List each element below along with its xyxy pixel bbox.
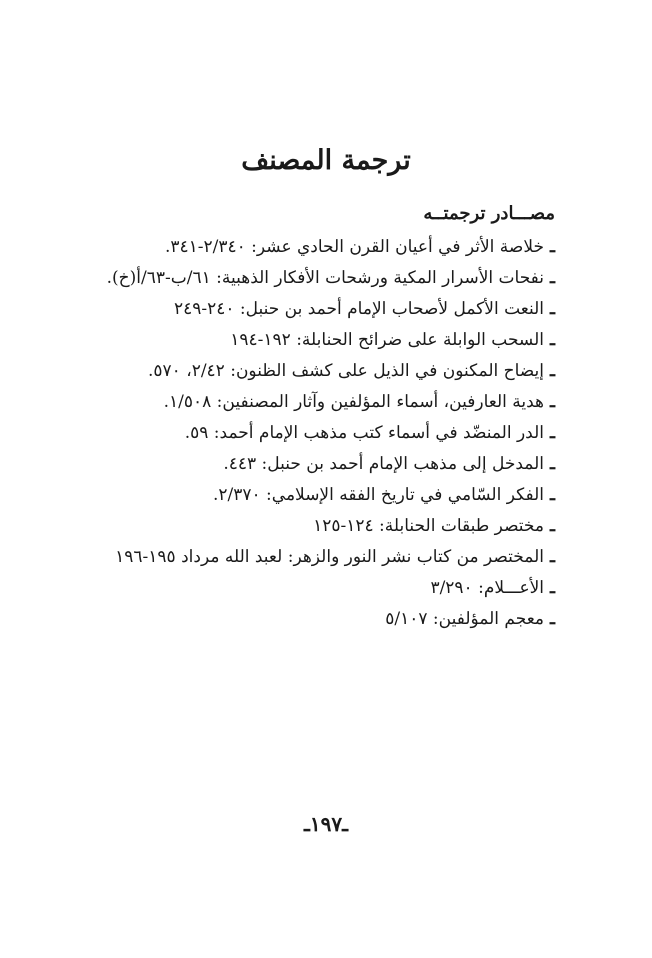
page-number: ـ١٩٧ـ <box>304 812 348 836</box>
section-heading: مصـــادر ترجمتــه <box>423 203 555 224</box>
list-dash: ـ <box>550 454 555 474</box>
list-item <box>35 418 555 449</box>
source-text: الفكر السّامي في تاريخ الفقه الإسلامي: ٢/٣٧٠. <box>212 485 545 505</box>
list-item <box>35 573 555 604</box>
list-dash: ـ <box>550 423 555 443</box>
list-dash: ـ <box>550 330 555 350</box>
source-text: الدر المنضّد في أسماء كتب مذهب الإمام أحمد: ٥٩. <box>184 423 545 443</box>
list-dash: ـ <box>550 547 555 567</box>
source-text: النعت الأكمل لأصحاب الإمام أحمد بن حنبل: ٢٤٠-٢٤٩ <box>173 299 545 319</box>
source-text: نفحات الأسرار المكية ورشحات الأفكار الذهبية: ٦١/ب-٦٣/أ(خ). <box>106 268 545 288</box>
source-text: هدية العارفين، أسماء المؤلفين وآثار المصنفين: ١/٥٠٨. <box>163 392 545 412</box>
list-item <box>35 325 555 356</box>
source-text: إيضاح المكنون في الذيل على كشف الظنون: ٢/٤٢، ٥٧٠. <box>147 361 545 381</box>
list-dash: ـ <box>550 237 555 257</box>
list-dash: ـ <box>550 516 555 536</box>
list-dash: ـ <box>550 361 555 381</box>
list-item <box>35 356 555 387</box>
source-text: السحب الوابلة على ضرائح الحنابلة: ١٩٢-١٩٤ <box>230 330 545 350</box>
list-dash: ـ <box>550 609 555 629</box>
list-dash: ـ <box>550 392 555 412</box>
list-item <box>35 480 555 511</box>
list-item <box>35 263 555 294</box>
source-text: خلاصة الأثر في أعيان القرن الحادي عشر: ٢/٣٤٠-٣٤١. <box>164 237 545 257</box>
list-dash: ـ <box>550 578 555 598</box>
page-title: ترجمة المصنف <box>241 145 411 176</box>
list-item <box>35 232 555 263</box>
source-text: المدخل إلى مذهب الإمام أحمد بن حنبل: ٤٤٣. <box>223 454 545 474</box>
list-dash: ـ <box>550 485 555 505</box>
source-text: معجم المؤلفين: ٥/١٠٧ <box>385 609 545 629</box>
list-item <box>35 604 555 635</box>
list-item <box>35 542 555 573</box>
list-item <box>35 449 555 480</box>
list-item <box>35 511 555 542</box>
source-text: الأعـــلام: ٣/٢٩٠ <box>430 578 545 598</box>
source-text: المختصر من كتاب نشر النور والزهر: لعبد الله مرداد ١٩٥-١٩٦ <box>115 547 545 567</box>
list-item <box>35 387 555 418</box>
sources-list <box>35 232 555 635</box>
source-text: مختصر طبقات الحنابلة: ١٢٤-١٢٥ <box>313 516 545 536</box>
list-dash: ـ <box>550 299 555 319</box>
list-item <box>35 294 555 325</box>
list-dash: ـ <box>550 268 555 288</box>
